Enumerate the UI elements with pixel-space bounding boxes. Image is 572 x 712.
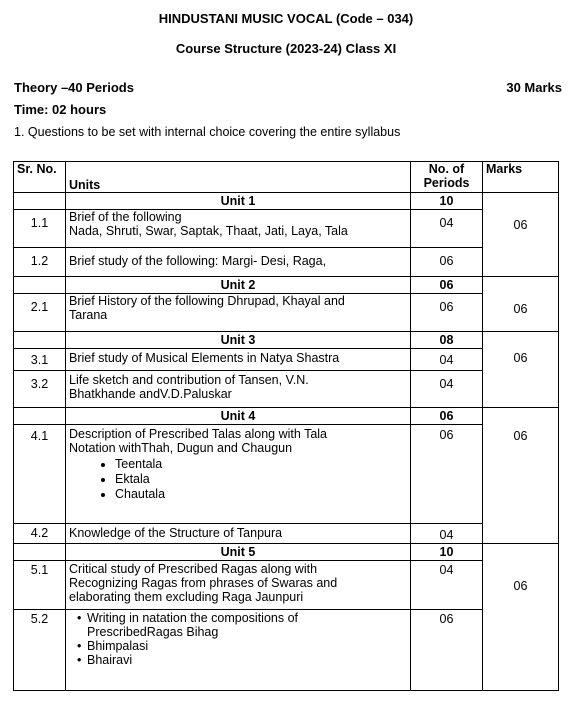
unit-periods: 10 bbox=[411, 544, 483, 561]
list-item: • Teentala bbox=[115, 457, 407, 472]
marks: 06 bbox=[483, 349, 559, 408]
periods: 04 bbox=[411, 561, 483, 610]
marks: 06 bbox=[483, 561, 559, 691]
unit-title: Unit 3 bbox=[66, 332, 411, 349]
unit-content: Description of Prescribed Talas along with Tala Notation withThah, Dugun and Chaugun • Teentala • Ektala • Chautala bbox=[66, 425, 411, 524]
unit-content: Knowledge of the Structure of Tanpura bbox=[66, 524, 411, 544]
sr-no: 5.1 bbox=[14, 561, 66, 610]
unit-content: Brief History of the following Dhrupad, Khayal and Tarana bbox=[66, 294, 411, 332]
sr-no: 3.1 bbox=[14, 349, 66, 371]
sr-no: 2.1 bbox=[14, 294, 66, 332]
table-row bbox=[14, 425, 559, 524]
periods: 06 bbox=[411, 425, 483, 524]
list-item: • Writing in natation the compositions of PrescribedRagas Bihag bbox=[81, 611, 407, 639]
table-row bbox=[14, 561, 559, 610]
table-row bbox=[14, 294, 559, 332]
sr-no: 3.2 bbox=[14, 371, 66, 408]
unit-content: Life sketch and contribution of Tansen, V.N. Bhatkhande andV.D.Paluskar bbox=[66, 371, 411, 408]
unit-title: Unit 2 bbox=[66, 277, 411, 294]
sr-no: 1.2 bbox=[14, 248, 66, 277]
marks: 06 bbox=[483, 425, 559, 544]
instruction-text: 1. Questions to be set with internal choice covering the entire syllabus bbox=[14, 125, 401, 139]
document-title: HINDUSTANI MUSIC VOCAL (Code – 034) bbox=[158, 11, 414, 26]
periods: 06 bbox=[411, 610, 483, 691]
unit-periods: 08 bbox=[411, 332, 483, 349]
unit-periods: 10 bbox=[411, 193, 483, 210]
header-sr-no: Sr. No. bbox=[14, 162, 66, 193]
table-header-row bbox=[14, 162, 559, 193]
table-row bbox=[14, 349, 559, 371]
unit-title: Unit 4 bbox=[66, 408, 411, 425]
list-item: • Ektala bbox=[115, 472, 407, 487]
sr-no: 4.1 bbox=[14, 425, 66, 524]
table-row bbox=[14, 210, 559, 248]
table-row bbox=[14, 524, 559, 544]
syllabus-table bbox=[13, 161, 559, 691]
unit-content: Brief study of Musical Elements in Natya Shastra bbox=[66, 349, 411, 371]
exam-time: Time: 02 hours bbox=[14, 102, 107, 117]
unit-content: Brief study of the following: Margi- Desi, Raga, bbox=[66, 248, 411, 277]
unit-periods: 06 bbox=[411, 277, 483, 294]
table-row bbox=[14, 610, 559, 691]
sr-no: 1.1 bbox=[14, 210, 66, 248]
periods: 04 bbox=[411, 210, 483, 248]
header-units: Units bbox=[66, 162, 411, 193]
unit-periods: 06 bbox=[411, 408, 483, 425]
periods: 04 bbox=[411, 349, 483, 371]
marks: 06 bbox=[483, 294, 559, 332]
periods: 06 bbox=[411, 248, 483, 277]
theory-periods: Theory –40 Periods bbox=[14, 80, 134, 95]
unit-content: Brief of the following Nada, Shruti, Swar, Saptak, Thaat, Jati, Laya, Tala bbox=[66, 210, 411, 248]
header-periods: No. of Periods bbox=[411, 162, 483, 193]
table-row bbox=[14, 371, 559, 408]
unit-title: Unit 5 bbox=[66, 544, 411, 561]
periods: 06 bbox=[411, 294, 483, 332]
unit-content: Critical study of Prescribed Ragas along with Recognizing Ragas from phrases of Swaras and elaborating them excluding Raga Jaunpuri bbox=[66, 561, 411, 610]
unit-row bbox=[14, 544, 559, 561]
list-item: • Chautala bbox=[115, 487, 407, 502]
unit-row bbox=[14, 332, 559, 349]
document-subtitle: Course Structure (2023-24) Class XI bbox=[175, 41, 397, 56]
sr-no: 5.2 bbox=[14, 610, 66, 691]
sr-no: 4.2 bbox=[14, 524, 66, 544]
unit-row bbox=[14, 193, 559, 210]
unit-row bbox=[14, 408, 559, 425]
total-marks: 30 Marks bbox=[506, 80, 562, 95]
periods: 04 bbox=[411, 524, 483, 544]
unit-row bbox=[14, 277, 559, 294]
list-item: • Bhimpalasi bbox=[81, 639, 407, 653]
unit-content bbox=[66, 610, 411, 691]
header-marks: Marks bbox=[483, 162, 559, 193]
marks: 06 bbox=[483, 210, 559, 277]
table-row bbox=[14, 248, 559, 277]
unit-title: Unit 1 bbox=[66, 193, 411, 210]
list-item: • Bhairavi bbox=[81, 653, 407, 667]
periods: 04 bbox=[411, 371, 483, 408]
